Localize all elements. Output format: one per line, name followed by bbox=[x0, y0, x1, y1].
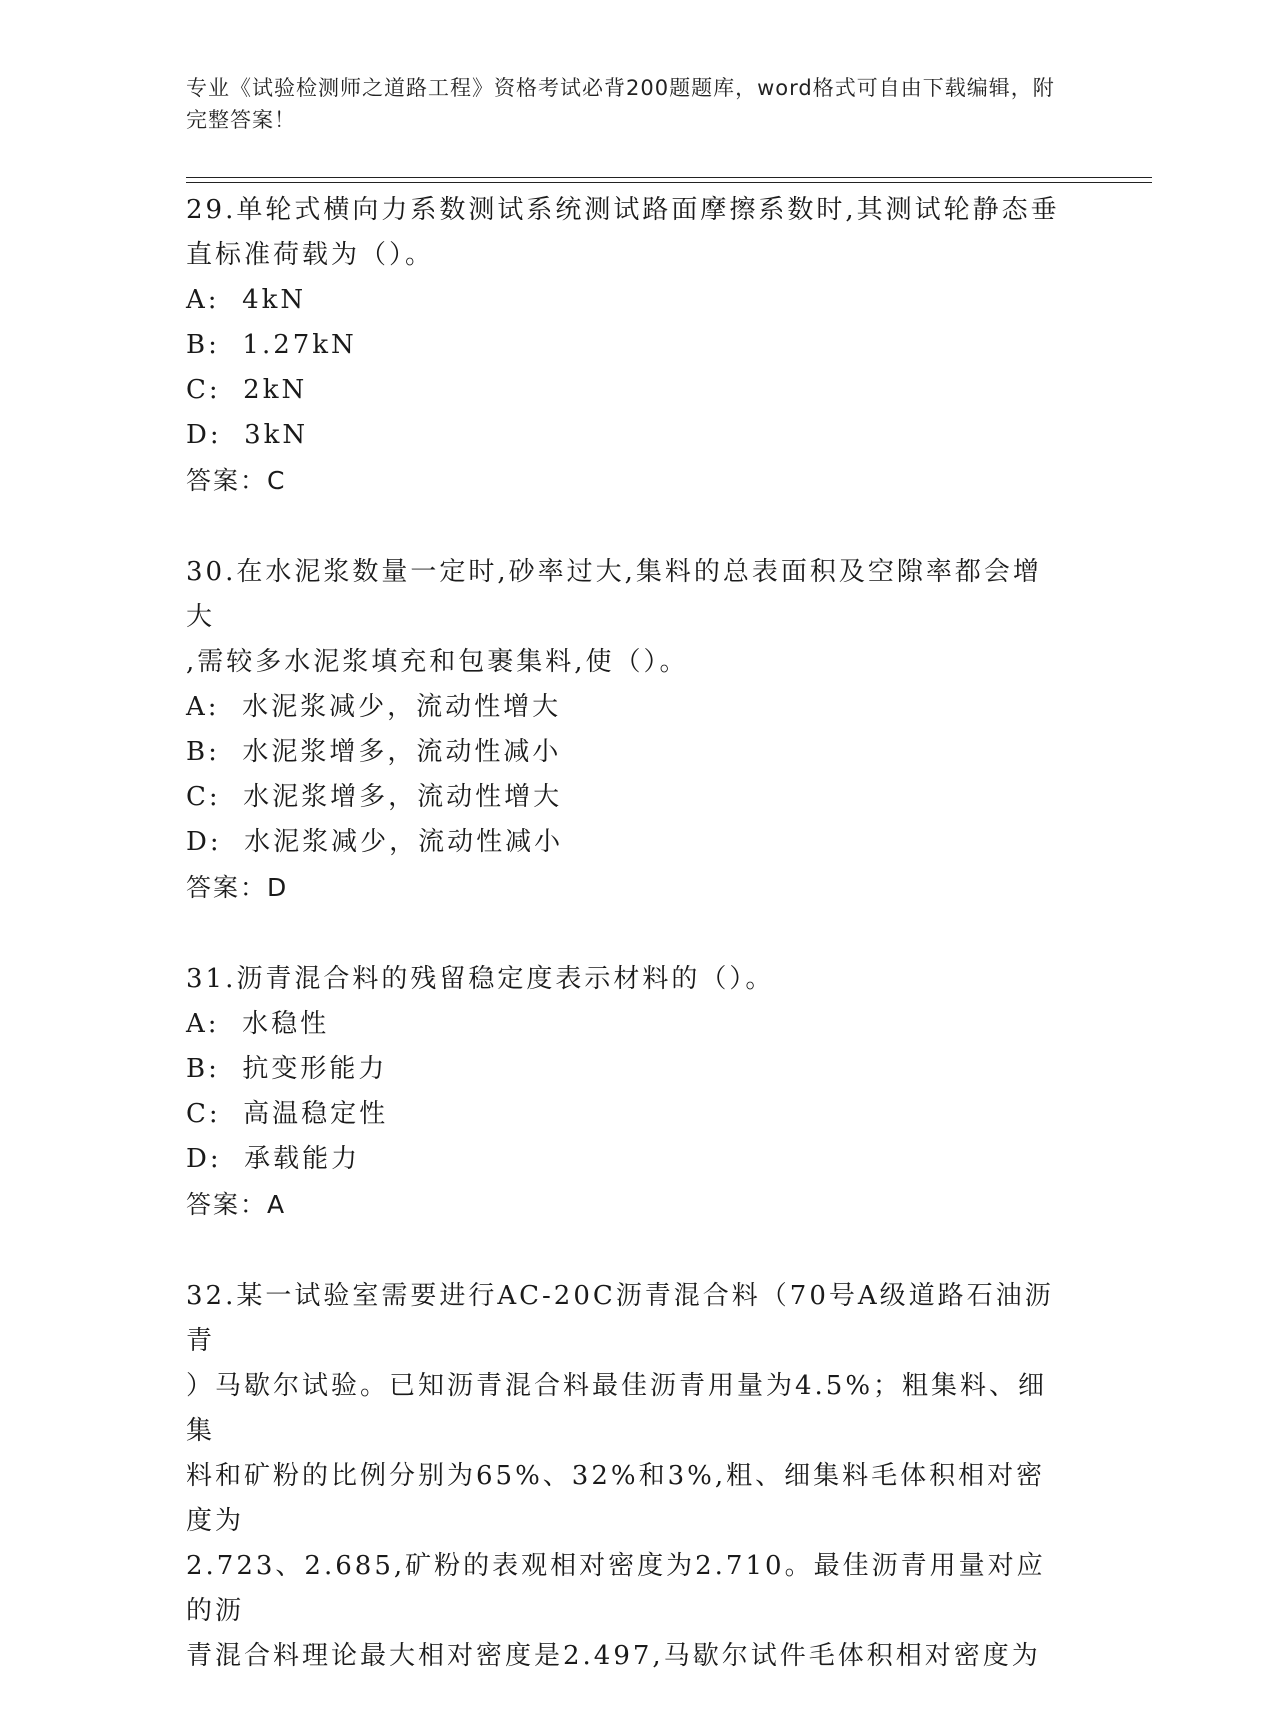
answer: 答案：C bbox=[186, 466, 287, 495]
option-d: D: 水泥浆减少，流动性减小 bbox=[186, 827, 564, 857]
question-29 bbox=[186, 188, 1066, 503]
option-a: A: 水泥浆减少，流动性增大 bbox=[186, 692, 562, 722]
header-rule-top bbox=[186, 177, 1152, 178]
header-rule-bottom bbox=[186, 182, 1152, 183]
question-line: 32.某一试验室需要进行AC-20C沥青混合料（70号A级道路石油沥青 bbox=[186, 1281, 1054, 1356]
question-list bbox=[186, 188, 1066, 1726]
option-b: B: 水泥浆增多，流动性减小 bbox=[186, 737, 562, 767]
question-line: 30.在水泥浆数量一定时,砂率过大,集料的总表面积及空隙率都会增大 bbox=[186, 557, 1042, 632]
option-b: B: 抗变形能力 bbox=[186, 1054, 388, 1084]
answer: 答案：D bbox=[186, 873, 289, 902]
question-line: 31.沥青混合料的残留稳定度表示材料的（）。 bbox=[186, 964, 775, 994]
question-line: 直标准荷载为（）。 bbox=[186, 240, 435, 270]
question-line: 29.单轮式横向力系数测试系统测试路面摩擦系数时,其测试轮静态垂 bbox=[186, 195, 1060, 225]
option-b: B: 1.27kN bbox=[186, 330, 357, 360]
option-d: D: 承载能力 bbox=[186, 1144, 361, 1174]
option-a: A: 水稳性 bbox=[186, 1009, 330, 1039]
option-c: C: 水泥浆增多，流动性增大 bbox=[186, 782, 563, 812]
question-31 bbox=[186, 957, 1066, 1227]
question-line: ）马歇尔试验。已知沥青混合料最佳沥青用量为4.5%；粗集料、细集 bbox=[186, 1371, 1048, 1446]
page-header: 专业《试验检测师之道路工程》资格考试必背200题题库，word格式可自由下载编辑，附完整答案！ bbox=[186, 76, 1055, 132]
option-d: D: 3kN bbox=[186, 420, 309, 450]
option-c: C: 高温稳定性 bbox=[186, 1099, 389, 1129]
question-line: 青混合料理论最大相对密度是2.497,马歇尔试件毛体积相对密度为 bbox=[186, 1641, 1041, 1671]
question-line: 2.723、2.685,矿粉的表观相对密度为2.710。最佳沥青用量对应的沥 bbox=[186, 1551, 1046, 1626]
answer: 答案：A bbox=[186, 1190, 287, 1219]
option-c: C: 2kN bbox=[186, 375, 308, 405]
question-line: 料和矿粉的比例分别为65%、32%和3%,粗、细集料毛体积相对密度为 bbox=[186, 1461, 1046, 1536]
question-30 bbox=[186, 550, 1066, 910]
option-a: A: 4kN bbox=[186, 285, 307, 315]
question-32 bbox=[186, 1274, 1066, 1679]
question-line: ,需较多水泥浆填充和包裹集料,使（）。 bbox=[186, 647, 689, 677]
